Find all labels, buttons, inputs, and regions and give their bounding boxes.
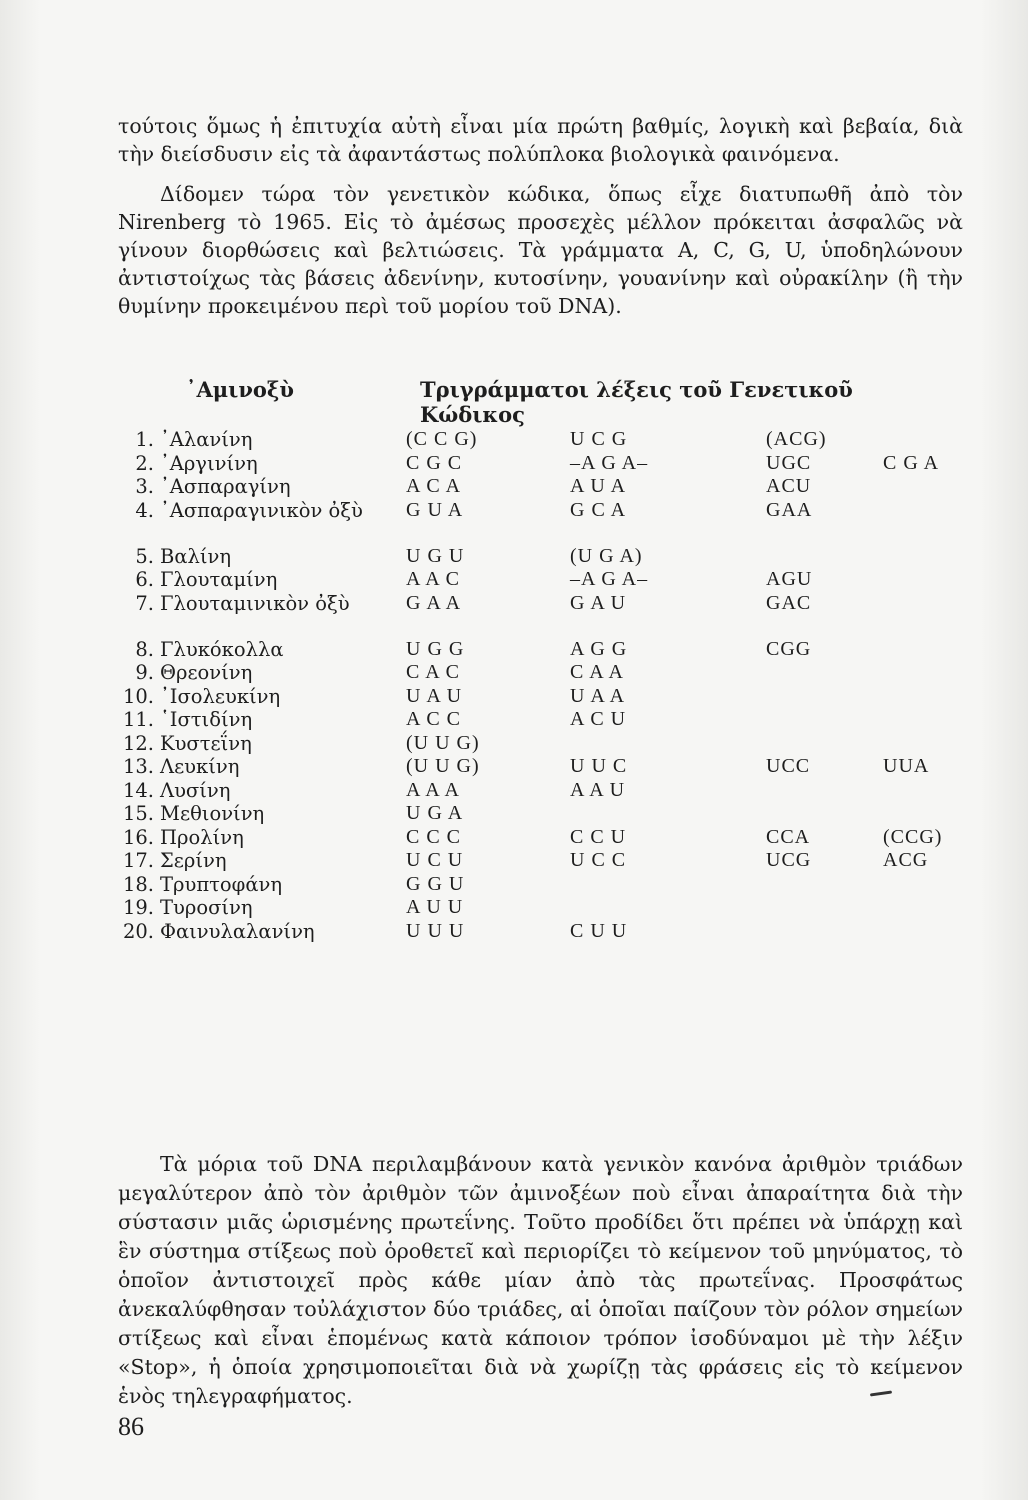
amino-acid-name: ᾿Ασπαραγίνη <box>160 475 291 498</box>
row-number: 11. <box>122 708 154 731</box>
table-row <box>118 779 963 803</box>
codon-2: –A G A– <box>570 451 649 474</box>
table-row <box>118 428 963 452</box>
row-number: 15. <box>122 802 154 825</box>
codon-1: U G U <box>406 544 465 567</box>
table-row <box>118 732 963 756</box>
codon-4: UUA <box>883 755 930 777</box>
row-number: 6. <box>135 568 154 591</box>
row-number: 5. <box>135 544 154 568</box>
codon-2: G A U <box>570 591 627 614</box>
amino-acid-name: Φαινυλαλανίνη <box>160 919 315 943</box>
codon-3: AGU <box>766 568 813 590</box>
row-number: 12. <box>122 731 154 755</box>
codon-3: UCC <box>766 755 811 777</box>
table-row <box>118 708 963 732</box>
page-number: 86 <box>118 1412 144 1441</box>
codon-2: U U C <box>570 755 628 777</box>
codon-3: ACU <box>766 475 812 497</box>
codon-3: GAA <box>766 498 813 521</box>
codon-1: (U U G) <box>406 755 480 777</box>
row-number: 20. <box>122 919 154 943</box>
genetic-code-table <box>118 428 963 943</box>
row-number: 17. <box>122 849 154 872</box>
table-row <box>118 685 963 709</box>
codon-4: C G A <box>883 451 940 474</box>
codon-3: GAC <box>766 591 812 614</box>
amino-acid-name: Κυστεΐνη <box>160 731 252 755</box>
codon-1: U A U <box>406 684 463 707</box>
closing-paragraph: Τὰ μόρια τοῦ DNA περιλαμβάνουν κατὰ γενικὸν κανόνα ἀριθμὸν τριάδων μεγαλύτερον ἀπὸ τὸν ἀριθμὸν τῶν ἀμινοξέων ποὺ εἶναι ἀπαραίτητα διὰ τὴν σύστασιν μιᾶς ὡρισμένης πρωτεΐνης. Τοῦτο προδίδει ὅτι πρέπει νὰ ὑπάρχῃ καὶ ἓν σύστημα στίξεως ποὺ ὁροθετεῖ καὶ περιορίζει τὸ κείμενον τοῦ μηνύματος, τὸ ὁποῖον ἀντιστοιχεῖ πρὸς κάθε μίαν ἀπὸ τὰς πρωτεΐνας. Προσφάτως ἀνεκαλύφθησαν τοὐλάχιστον δύο τριάδες, αἱ ὁποῖαι παίζουν τὸν ρόλον σημείων στίξεως καὶ εἶναι ἑπομένως κατὰ κάποιον τρόπον ἰσοδύναμοι μὲ τὴν λέξιν «Stop», ἡ ὁποία χρησιμοποιεῖται διὰ νὰ χωρίζῃ τὰς φράσεις εἰς τὸ κείμενον ἑνὸς τηλεγραφήματος. <box>118 1152 963 1408</box>
amino-acid-name: Γλυκόκολλα <box>160 637 284 661</box>
intro-paragraph-2: Δίδομεν τώρα τὸν γενετικὸν κώδικα, ὅπως εἶχε διατυπωθῆ ἀπὸ τὸν Nirenberg τὸ 1965. Εἰς τὸ ἀμέσως προσεχὲς μέλλον πρόκειται ἀσφαλῶς νὰ γίνουν διορθώσεις καὶ βελτιώσεις. Τὰ γράμματα A, C, G, U, ὑποδηλώνουν ἀντιστοίχως τὰς βάσεις ἀδενίνην, κυτοσίνην, γουανίνην καὶ οὐρακίλην (ἢ τὴν θυμίνην προκειμένου περὶ τοῦ μορίου τοῦ DNA). <box>118 182 963 318</box>
codon-1: (U U G) <box>406 731 480 754</box>
amino-acid-name: Θρεονίνη <box>160 661 253 684</box>
amino-acid-name: ᾿Αλανίνη <box>160 428 253 451</box>
table-row <box>118 499 963 545</box>
codon-2: A C U <box>570 708 627 730</box>
row-number: 9. <box>135 661 154 684</box>
codon-2: U C G <box>570 428 628 450</box>
row-number: 14. <box>122 778 154 802</box>
row-number: 10. <box>122 684 154 708</box>
codon-4: (CCG) <box>883 825 943 848</box>
amino-acid-name: ᾿Ισολευκίνη <box>160 684 281 708</box>
codon-2: C U U <box>570 919 628 942</box>
codon-1: A A C <box>406 568 460 590</box>
table-row <box>118 873 963 897</box>
codon-2: A U A <box>570 475 627 497</box>
codon-2: C A A <box>570 661 624 683</box>
table-row <box>118 545 963 569</box>
genetic-code-table-header <box>118 377 963 427</box>
amino-acid-name: Μεθιονίνη <box>160 802 265 825</box>
codon-1: U C U <box>406 849 464 871</box>
codon-3: UGC <box>766 451 812 474</box>
row-number: 1. <box>135 428 154 451</box>
row-number: 7. <box>135 591 154 615</box>
table-row <box>118 755 963 779</box>
amino-acid-name: Γλουταμινικὸν ὀξὺ <box>160 591 350 615</box>
codon-2: (U G A) <box>570 544 643 567</box>
table-row <box>118 826 963 850</box>
codon-2: C C U <box>570 825 627 848</box>
codon-1: G A A <box>406 591 462 614</box>
amino-acid-name: ᾿Ασπαραγινικὸν ὀξὺ <box>160 498 363 522</box>
table-row <box>118 896 963 920</box>
codon-3: CGG <box>766 637 812 660</box>
codon-1: U G G <box>406 637 465 660</box>
codon-2: A G G <box>570 637 628 660</box>
codon-2: –A G A– <box>570 568 649 590</box>
table-row <box>118 592 963 638</box>
row-number: 18. <box>122 872 154 896</box>
row-number: 8. <box>135 637 154 661</box>
codon-3: CCA <box>766 825 811 848</box>
header-codons: Τριγράμματοι λέξεις τοῦ Γενετικοῦ Κώδικος <box>420 377 853 427</box>
table-row <box>118 568 963 592</box>
codon-1: A C C <box>406 708 462 730</box>
amino-acid-name: Λευκίνη <box>160 755 240 778</box>
codon-1: C C C <box>406 825 462 848</box>
codon-1: (C C G) <box>406 428 478 450</box>
header-amino-acid: ᾿Αμινοξὺ <box>186 377 294 402</box>
amino-acid-name: Σερίνη <box>160 849 227 872</box>
table-row <box>118 661 963 685</box>
row-number: 19. <box>122 896 154 919</box>
codon-1: C G C <box>406 451 463 474</box>
intro-paragraph-1: τούτοις ὅμως ἡ ἐπιτυχία αὐτὴ εἶναι μία πρώτη βαθμίς, λογικὴ καὶ βεβαία, διὰ τὴν διείσδυσιν εἰς τὰ ἀφαντάστως πολύπλοκα βιολογικὰ φαινόμενα. <box>118 114 963 166</box>
codon-4: ACG <box>883 849 929 871</box>
codon-1: A A A <box>406 778 460 801</box>
codon-1: A C A <box>406 475 462 497</box>
codon-2: A A U <box>570 778 626 801</box>
amino-acid-name: Λυσίνη <box>160 778 231 802</box>
codon-1: G U A <box>406 498 464 521</box>
codon-2: U A A <box>570 684 626 707</box>
codon-3: (ACG) <box>766 428 827 450</box>
table-row <box>118 920 963 944</box>
codon-1: C A C <box>406 661 460 683</box>
codon-2: G C A <box>570 498 627 521</box>
codon-3: UCG <box>766 849 812 871</box>
table-row <box>118 475 963 499</box>
table-row <box>118 638 963 662</box>
table-row <box>118 452 963 476</box>
codon-1: U U U <box>406 919 465 942</box>
amino-acid-name: Τυροσίνη <box>160 896 253 919</box>
amino-acid-name: Τρυπτοφάνη <box>160 872 283 896</box>
amino-acid-name: Γλουταμίνη <box>160 568 278 591</box>
codon-2: U C C <box>570 849 627 871</box>
amino-acid-name: ῾Ιστιδίνη <box>160 708 253 731</box>
amino-acid-name: ᾿Αργινίνη <box>160 451 258 475</box>
row-number: 16. <box>122 825 154 849</box>
table-row <box>118 849 963 873</box>
amino-acid-name: Βαλίνη <box>160 544 232 568</box>
codon-1: A U U <box>406 896 464 918</box>
codon-1: U G A <box>406 802 464 824</box>
row-number: 3. <box>135 475 154 498</box>
row-number: 4. <box>135 498 154 522</box>
amino-acid-name: Προλίνη <box>160 825 244 849</box>
table-row <box>118 802 963 826</box>
row-number: 13. <box>122 755 154 778</box>
row-number: 2. <box>135 451 154 475</box>
codon-1: G G U <box>406 872 465 895</box>
